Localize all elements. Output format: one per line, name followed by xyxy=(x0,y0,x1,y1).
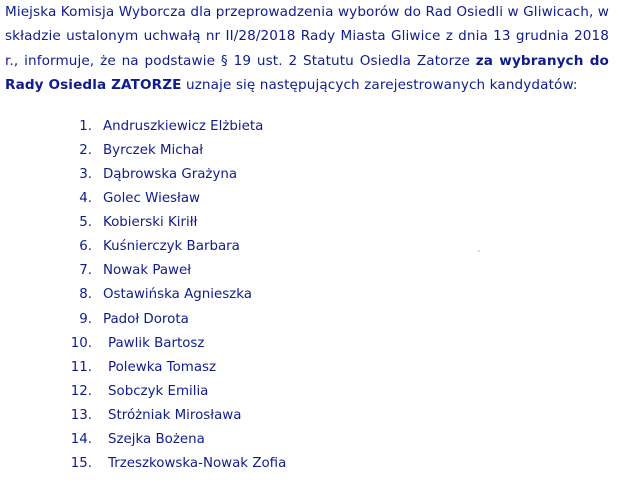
list-item-number: 8. xyxy=(79,287,92,302)
candidate-name: Ostawińska Agnieszka xyxy=(103,287,252,302)
candidate-name: Kobierski Kiriłł xyxy=(103,215,198,230)
list-item-number: 9. xyxy=(79,312,92,327)
scan-speck xyxy=(478,250,480,252)
list-item-number: 13. xyxy=(70,408,92,423)
candidate-name: Sobczyk Emilia xyxy=(108,384,209,399)
candidate-name: Trzeszkowska-Nowak Zofia xyxy=(108,456,287,471)
intro-paragraph xyxy=(5,0,609,97)
candidate-name: Andruszkiewicz Elżbieta xyxy=(103,119,264,134)
intro-text-start: Miejska Komisja Wyborcza dla przeprowadzenia wyborów do Rad Osiedli w Gliwicach, w składzie ustalonym uchwałą nr II/28/2018 Rady Miasta Gliwice z dnia 13 grudnia 2018 r., informuje, że na podstawie § 19 ust. 2 Statutu Osiedla Zatorze xyxy=(5,4,610,69)
list-item-number: 14. xyxy=(70,432,92,447)
intro-text-end: uznaje się następujących zarejestrowanych kandydatów: xyxy=(181,76,578,93)
list-item-number: 10. xyxy=(70,336,92,351)
list-item-number: 15. xyxy=(70,456,92,471)
candidate-name: Byrczek Michał xyxy=(103,143,204,158)
candidate-name: Stróżniak Mirosława xyxy=(108,408,242,423)
candidate-name: Szejka Bożena xyxy=(108,432,205,447)
list-item-number: 6. xyxy=(79,239,92,254)
candidate-name: Nowak Paweł xyxy=(103,263,192,278)
intro-text-bold: za wybranych do Rady Osiedla ZATORZE xyxy=(5,52,609,93)
list-item-number: 3. xyxy=(79,167,92,182)
candidate-name: Dąbrowska Grażyna xyxy=(103,167,238,182)
candidate-name: Golec Wiesław xyxy=(103,191,200,206)
list-item-number: 12. xyxy=(70,384,92,399)
candidate-name: Padoł Dorota xyxy=(103,312,189,327)
list-item-number: 4. xyxy=(79,191,92,206)
candidate-name: Polewka Tomasz xyxy=(108,360,217,375)
list-item-number: 2. xyxy=(79,143,92,158)
candidate-name: Pawlik Bartosz xyxy=(108,336,205,351)
list-item-number: 7. xyxy=(79,263,92,278)
list-item-number: 1. xyxy=(79,119,92,134)
list-item-number: 11. xyxy=(70,360,92,375)
candidate-name: Kuśnierczyk Barbara xyxy=(103,239,240,254)
list-item-number: 5. xyxy=(79,215,92,230)
